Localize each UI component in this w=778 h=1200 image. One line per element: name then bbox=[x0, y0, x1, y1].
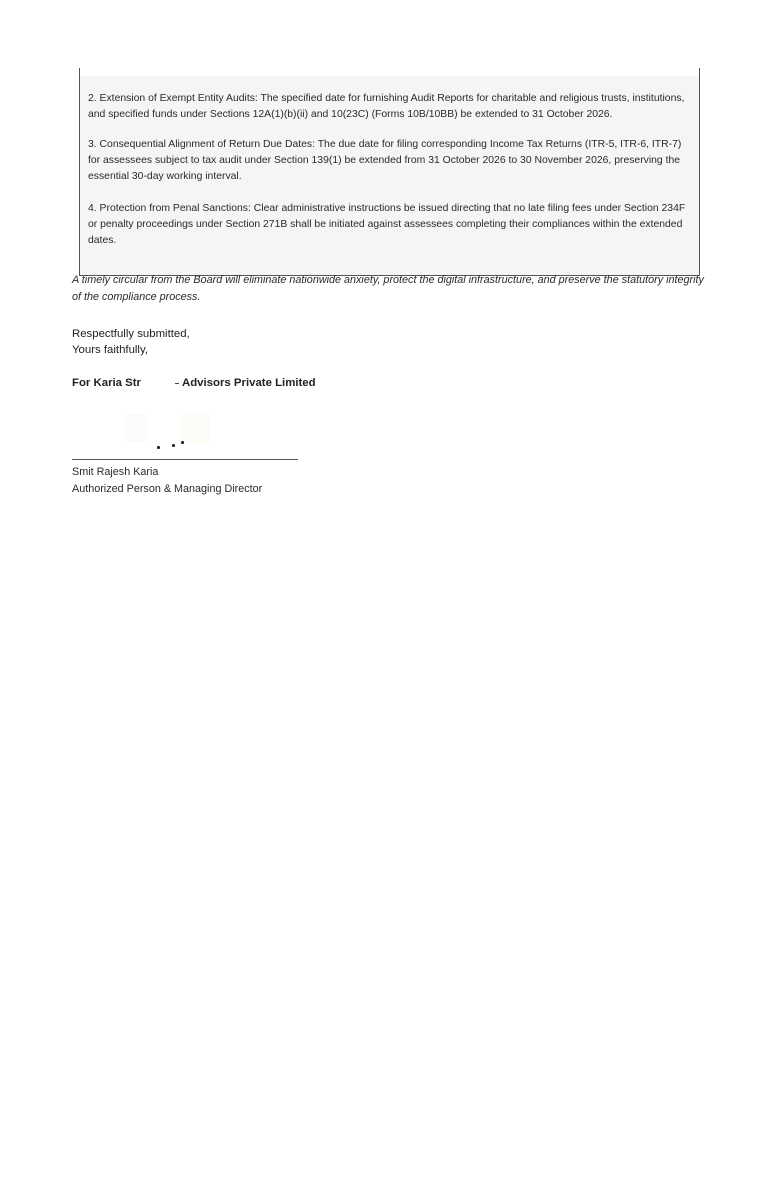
point-2-text: 2. Extension of Exempt Entity Audits: The specified date for furnishing Audit Reports for charitable and religious trusts, institutions, and specified funds under Sections 12A(1)(b)(ii) and 10(23C) (Forms 10B/10BB) be extended to 31 October 2026. bbox=[88, 93, 685, 120]
company-name bbox=[72, 377, 316, 389]
signature-image bbox=[120, 414, 220, 448]
closing-statement: A timely circular from the Board will eliminate nationwide anxiety, protect the digital infrastructure, and preserve the statutory integrity of the compliance process. bbox=[72, 274, 704, 303]
signer-title: Authorized Person & Managing Director bbox=[72, 483, 263, 495]
signature-dot bbox=[157, 446, 160, 449]
salutation-faithfully: Yours faithfully, bbox=[72, 344, 148, 356]
signature-dot bbox=[181, 441, 184, 444]
redaction-mark bbox=[141, 377, 175, 389]
signature-line bbox=[72, 459, 298, 460]
recommendations-box bbox=[79, 68, 700, 276]
signer-name: Smit Rajesh Karia bbox=[72, 466, 159, 478]
salutation-respectfully: Respectfully submitted, bbox=[72, 328, 190, 340]
point-3-text: 3. Consequential Alignment of Return Due Dates: The due date for filing corresponding Income Tax Returns (ITR-5, ITR-6, ITR-7) for assessees subject to tax audit under Section 139(1) be extended from 31 October 2026 to 30 November 2026, preserving the essential 30-day working interval. bbox=[88, 139, 682, 182]
top-strip bbox=[0, 0, 778, 23]
company-name-suffix: Advisors Private Limited bbox=[182, 377, 316, 390]
signature-patch-1 bbox=[124, 414, 148, 442]
document-page bbox=[0, 22, 778, 1200]
signature-patch-2 bbox=[180, 414, 210, 444]
box-top-cutoff bbox=[80, 68, 699, 76]
signature-dot bbox=[172, 444, 175, 447]
redaction-dash bbox=[175, 383, 179, 384]
company-name-prefix: For Karia Str bbox=[72, 377, 141, 390]
point-4-text: 4. Protection from Penal Sanctions: Clear administrative instructions be issued directing that no late filing fees under Section 234F or penalty proceedings under Section 271B shall be initiated against assessees completing their compliances within the extended dates. bbox=[88, 203, 686, 246]
